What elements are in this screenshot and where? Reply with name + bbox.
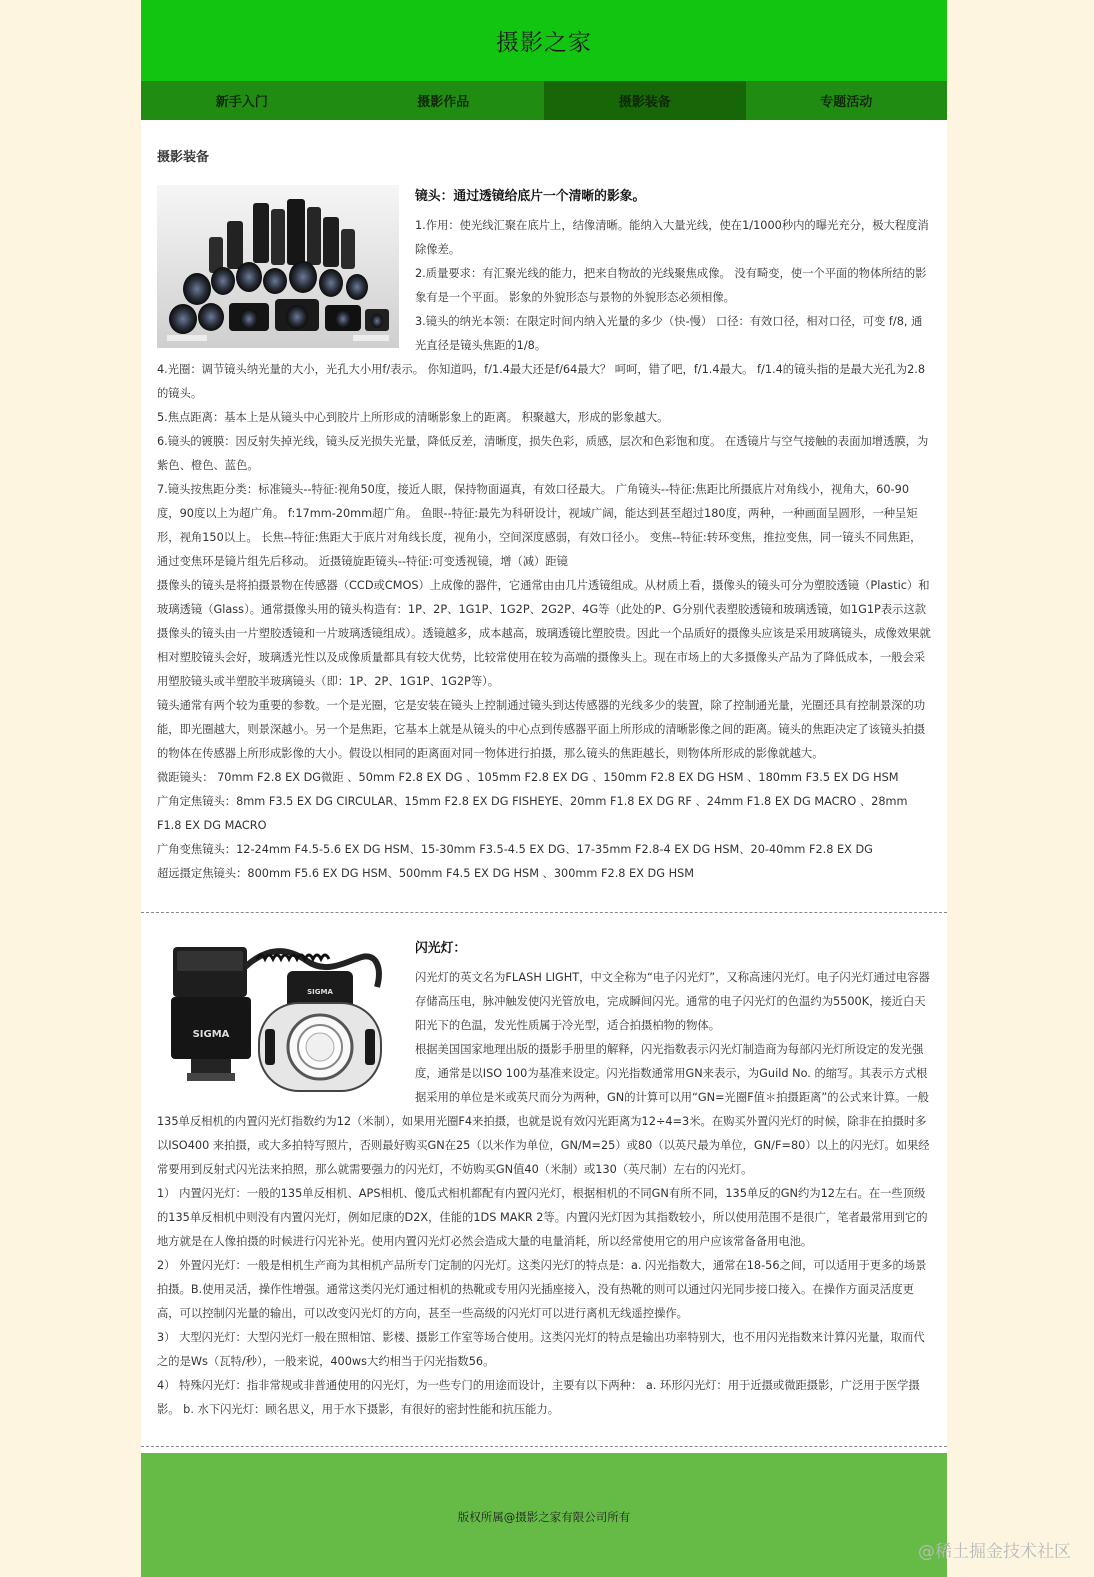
lens-paragraph: 6.镜头的镀膜：因反射失掉光线，镜头反光损失光量，降低反差，清晰度，损失色彩，质感，层次和色彩饱和度。 在透镜片与空气接触的表面加增透膜，为紫色、橙色、蓝色。 (157, 435, 929, 472)
lens-paragraph: 3.镜头的纳光本领：在限定时间内纳入光量的多少（快-慢） 口径：有效口径，相对口径，可变 f/8, 通光直径是镜头焦距的1/8。 (415, 315, 923, 352)
lens-paragraph: 微距镜头： 70mm F2.8 EX DG微距 、50mm F2.8 EX DG 、105mm F2.8 EX DG 、150mm F2.8 EX DG HSM 、180mm F3.5 EX DG HSM (157, 771, 899, 784)
lens-paragraph: 广角变焦镜头：12-24mm F4.5-5.6 EX DG HSM、15-30mm F3.5-4.5 EX DG、17-35mm F2.8-4 EX DG HSM、20-40mm F2.8 EX DG (157, 843, 873, 856)
site-title: 摄影之家 (496, 30, 592, 56)
section-divider (141, 912, 947, 913)
svg-text:SIGMA: SIGMA (192, 1029, 230, 1040)
flash-paragraph: 根据美国国家地理出版的摄影手册里的解释，闪光指数表示闪光灯制造商为每部闪光灯所设定的发光强度，通常是以ISO 100为基准来设定。闪光指数通常用GN来表示，为Guild No. 的缩写。其表示方式根据采用的单位是米或英尺而分为两种，GN的计算可以用“GN=光圈F值＊拍摄距离”的公式来计算。一般135单反相机的内置闪光灯指数约为12（米制），如果用光圈F4来拍摄，也就是说有效闪光距离为12÷4=3米。在购买外置闪光灯的时候，除非在拍摄时多以ISO400 来拍摄，或大多拍特写照片，否则最好购买GN在25（以米作为单位，GN/M=25）或80（以英尺最为单位，GN/F=80）以上的闪光灯。如果经常要用到反射式闪光法来拍照，那么就需要强力的闪光灯，不妨购买GN值40（米制）或130（英尺制）左右的闪光灯。 (157, 1043, 930, 1176)
lens-paragraph: 超远摄定焦镜头：800mm F5.6 EX DG HSM、500mm F4.5 EX DG HSM 、300mm F2.8 EX DG HSM (157, 867, 694, 880)
copyright-text: 版权所属@摄影之家有限公司所有 (457, 1510, 631, 1524)
flash-lead: 闪光灯： (415, 941, 467, 956)
lens-paragraph: 广角定焦镜头：8mm F3.5 EX DG CIRCULAR、15mm F2.8 EX DG FISHEYE、20mm F1.8 EX DG RF 、24mm F1.8 EX DG MACRO 、28mm F1.8 EX DG MACRO (157, 795, 908, 832)
flash-paragraph: 1） 内置闪光灯：一般的135单反相机、APS相机、傻瓜式相机都配有内置闪光灯，根据相机的不同GN有所不同，135单反的GN约为12左右。在一些顶级的135单反相机中则没有内置闪光灯，例如尼康的D2X，佳能的1DS MAKR 2等。内置闪光灯因为其指数较小，所以使用范围不是很广，笔者最常用到它的地方就是在人像拍摄的时候进行闪光补光。使用内置闪光灯必然会造成大量的电量消耗，所以经常使用它的用户应该常备备用电池。 (157, 1187, 928, 1248)
lens-paragraph: 2.质量要求：有汇聚光线的能力，把来自物故的光线聚焦成像。 没有畸变，使一个平面的物体所结的影象有是一个平面。 影象的外貌形态与景物的外貌形态必须相像。 (415, 267, 927, 304)
nav-item-works[interactable]: 摄影作品 (417, 95, 470, 110)
lens-article (141, 185, 947, 886)
main-nav (141, 81, 947, 120)
lens-paragraph: 摄像头的镜头是将拍摄景物在传感器（CCD或CMOS）上成像的器件，它通常由由几片透镜组成。从材质上看，摄像头的镜头可分为塑胶透镜（Plastic）和玻璃透镜（Glass）。通常摄像头用的镜头构造有：1P、2P、1G1P、1G2P、2G2P、4G等（此处的P、G分别代表塑胶透镜和玻璃透镜，如1G1P表示这款摄像头的镜头由一片塑胶透镜和一片玻璃透镜组成）。透镜越多，成本越高，玻璃透镜比塑胶贵。因此一个品质好的摄像头应该是采用玻璃镜头，成像效果就相对塑胶镜头会好，玻璃透光性以及成像质量都具有较大优势，比较常使用在较为高端的摄像头上。现在市场上的大多摄像头产品为了降低成本，一般会采用塑胶镜头或半塑胶半玻璃镜头（即：1P、2P、1G1P、1G2P等）。 (157, 579, 931, 688)
svg-text:SIGMA: SIGMA (307, 988, 333, 996)
site-header (141, 0, 947, 81)
flash-paragraph: 4） 特殊闪光灯：指非常规或非普通使用的闪光灯，为一些专门的用途而设计，主要有以下两种： a. 环形闪光灯：用于近摄或微距摄影，广泛用于医学摄影。 b. 水下闪光灯：顾名思义，用于水下摄影，有很好的密封性能和抗压能力。 (157, 1379, 920, 1416)
nav-item-beginner[interactable]: 新手入门 (215, 95, 268, 110)
flash-paragraph: 3） 大型闪光灯：大型闪光灯一般在照相馆、影楼、摄影工作室等场合使用。这类闪光灯的特点是输出功率特别大，也不用闪光指数来计算闪光量，取而代之的是Ws（瓦特/秒），一般来说，400ws大约相当于闪光指数56。 (157, 1331, 925, 1368)
flash-paragraph: 闪光灯的英文名为FLASH LIGHT，中文全称为“电子闪光灯”，又称高速闪光灯。电子闪光灯通过电容器存储高压电，脉冲触发使闪光管放电，完成瞬间闪光。通常的电子闪光灯的色温约为5500K，接近白天阳光下的色温，发光性质属于冷光型，适合拍摄柏物的物体。 (415, 971, 930, 1032)
flash-paragraph: 2） 外置闪光灯：一般是相机生产商为其相机产品所专门定制的闪光灯。这类闪光灯的特点是：a. 闪光指数大，通常在18-56之间，可以适用于更多的场景拍摄。B.使用灵活，操作性增强。通常这类闪光灯通过相机的热靴或专用闪光插座接入，没有热靴的则可以通过闪光同步接口接入。在操作方面灵活度更高，可以控制闪光量的输出，可以改变闪光灯的方向，甚至一些高级的闪光灯可以进行离机无线遥控操作。 (157, 1259, 927, 1320)
lens-paragraph: 5.焦点距离：基本上是从镜头中心到胶片上所形成的清晰影象上的距离。 积聚越大，形成的影象越大。 (157, 411, 669, 424)
lens-paragraph: 4.光圈：调节镜头纳光量的大小，光孔大小用f/表示。 你知道吗，f/1.4最大还是f/64最大？ 呵呵，错了吧，f/1.4最大。 f/1.4的镜头指的是最大光孔为2.8的镜头。 (157, 363, 926, 400)
section-title: 摄影装备 (157, 150, 210, 165)
nav-item-events[interactable]: 专题活动 (820, 95, 873, 110)
section-divider (141, 1446, 947, 1447)
lens-lead: 镜头：通过透镜给底片一个清晰的影象。 (415, 189, 646, 204)
page (141, 0, 947, 1577)
lens-paragraph: 7.镜头按焦距分类：标准镜头--特征:视角50度，接近人眼，保持物面逼真，有效口径最大。 广角镜头--特征:焦距比所摄底片对角线小，视角大，60-90度，90度以上为超广角。 f:17mm-20mm超广角。 鱼眼--特征:最先为科研设计，视域广阔，能达到甚至超过180度，两种，一种画面呈圆形，一种呈矩形，视角150以上。 长焦--特征:焦距大于底片对角线长度，视角小，空间深度感弱，有效口径小。 变焦--特征:转环变焦，推拉变焦，同一镜头不同焦距，通过变焦环是镜片组先后移动。 近摄镜旋距镜头--特征:可变透视镜，增（减）距镜 (157, 483, 922, 568)
lens-paragraph: 镜头通常有两个较为重要的参数。一个是光圈，它是安装在镜头上控制通过镜头到达传感器的光线多少的装置，除了控制通光量，光圈还具有控制景深的功能，即光圈越大，则景深越小。另一个是焦距，它基本上就是从镜头的中心点到传感器平面上所形成的清晰影像之间的距离。镜头的焦距决定了该镜头拍摄的物体在传感器上所形成影像的大小。假设以相同的距离面对同一物体进行拍摄，那么镜头的焦距越长，则物体所形成的影像就越大。 (157, 699, 926, 760)
nav-item-equipment[interactable]: 摄影装备 (544, 81, 746, 120)
site-footer (141, 1453, 947, 1577)
lens-paragraph: 1.作用：使光线汇聚在底片上，结像清晰。能纳入大量光线，使在1/1000秒内的曝光充分，极大程度消除像差。 (415, 219, 929, 256)
lens-image (157, 185, 399, 348)
flash-image (157, 937, 399, 1100)
watermark: @稀土掘金技术社区 (918, 1542, 1071, 1562)
flash-article (141, 937, 947, 1422)
